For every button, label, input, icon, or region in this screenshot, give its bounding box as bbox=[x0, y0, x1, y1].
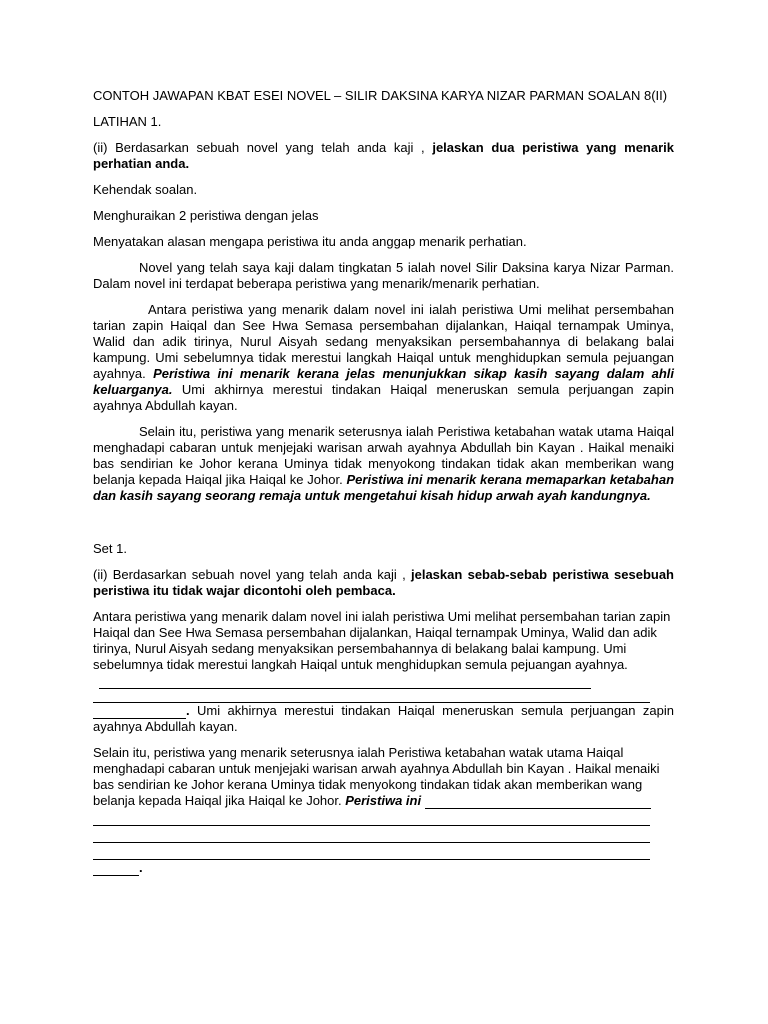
paragraph-text: Antara peristiwa yang menarik dalam novel ini ialah peristiwa Umi melihat persembahan tarian zapin Haiqal dan See Hwa Semasa persembahan dijalankan, Haiqal ternampak Uminya, Walid dan adik tirinya, Nurul Aisyah sedang menyaksikan persembahannya di belakang balai kampung. Umi sebelumnya tidak merestui langkah Haiqal untuk menghidupkan semula pejuangan ayahnya. bbox=[93, 609, 671, 672]
kehendak-heading: Kehendak soalan. bbox=[93, 182, 198, 197]
answer-blank[interactable] bbox=[93, 862, 139, 876]
blank-period: . bbox=[139, 860, 143, 875]
paragraph-emphasis: Peristiwa ini bbox=[345, 793, 422, 808]
paragraph-text: Antara peristiwa yang menarik dalam novel ini ialah peristiwa Umi melihat persembahan tarian zapin Haiqal dan See Hwa Semasa persembahan dijalankan, Haiqal ternampak Uminya, Walid dan adik tirinya, Nurul Aisyah sedang menyaksikan persembahannya di belakang balai kampung. Umi sebelumnya tidak merestui langkah Haiqal untuk menghidupkan semula pejuangan ayahnya. bbox=[93, 302, 674, 381]
paragraph-text-end: Umi akhirnya merestui tindakan Haiqal meneruskan semula perjuangan zapin ayahnya Abdullah kayan. bbox=[93, 703, 674, 734]
answer-blank-line[interactable] bbox=[93, 846, 650, 860]
question-prefix: (ii) Berdasarkan sebuah novel yang telah anda kaji , bbox=[93, 140, 433, 155]
latihan-paragraph-2 bbox=[93, 424, 674, 504]
document-title: CONTOH JAWAPAN KBAT ESEI NOVEL – SILIR DAKSINA KARYA NIZAR PARMAN SOALAN 8(II) bbox=[93, 88, 668, 103]
requirement-point-1: Menghuraikan 2 peristiwa dengan jelas bbox=[93, 208, 319, 223]
question-bold: jelaskan sebab-sebab peristiwa sesebuah peristiwa itu tidak wajar dicontohi oleh pembaca. bbox=[93, 567, 674, 598]
question-bold: jelaskan dua peristiwa yang menarik perhatian anda. bbox=[93, 140, 674, 171]
latihan-question bbox=[93, 140, 674, 172]
answer-blank-line[interactable] bbox=[93, 829, 650, 843]
paragraph-emphasis: Peristiwa ini menarik kerana memaparkan ketabahan dan kasih sayang seorang remaja untuk mengetahui kisah hidup arwah ayah kandungnya. bbox=[93, 472, 675, 503]
requirement-point-2: Menyatakan alasan mengapa peristiwa itu anda anggap menarik perhatian. bbox=[93, 234, 527, 249]
exercise-heading: LATIHAN 1. bbox=[93, 114, 162, 129]
answer-blank-line[interactable] bbox=[93, 812, 650, 826]
answer-blank-line[interactable] bbox=[93, 689, 650, 703]
latihan-paragraph-1 bbox=[93, 302, 674, 414]
answer-blank[interactable] bbox=[425, 795, 651, 809]
question-prefix: (ii) Berdasarkan sebuah novel yang telah anda kaji , bbox=[93, 567, 411, 582]
set-heading: Set 1. bbox=[93, 541, 127, 556]
paragraph-text: Selain itu, peristiwa yang menarik seterusnya ialah Peristiwa ketabahan watak utama Haiqal menghadapi cabaran untuk menjejaki warisan arwah ayahnya Abdullah bin Kayan . Haikal menaiki bas sendirian ke Johor kerana Uminya tidak menyokong tindakan tidak akan memberikan wang belanja kepada Haiqal jika Haiqal ke Johor. bbox=[93, 424, 674, 487]
paragraph-emphasis: Peristiwa ini menarik kerana jelas menunjukkan sikap kasih sayang dalam ahli keluarganya. bbox=[93, 366, 674, 397]
paragraph-body: Selain itu, peristiwa yang menarik seterusnya ialah Peristiwa ketabahan watak utama Haiqal menghadapi cabaran untuk menjejaki warisan arwah ayahnya Abdullah bin Kayan . Haikal menaiki bas sendirian ke Johor kerana Uminya tidak menyokong tindakan tidak akan memberikan wang belanja kepada Haiqal jika Haiqal ke Johor. bbox=[93, 745, 660, 808]
paragraph-text-end: Umi akhirnya merestui tindakan Haiqal meneruskan semula perjuangan zapin ayahnya Abdullah kayan. bbox=[93, 382, 674, 413]
paragraph-closing bbox=[93, 860, 674, 876]
set-paragraph-1 bbox=[93, 609, 674, 735]
paragraph-continuation bbox=[93, 703, 674, 735]
set-paragraph-2 bbox=[93, 745, 674, 876]
answer-blank[interactable] bbox=[99, 675, 591, 689]
intro-paragraph: Novel yang telah saya kaji dalam tingkatan 5 ialah novel Silir Daksina karya Nizar Parman. Dalam novel ini terdapat beberapa peristiwa yang menarik/menarik perhatian. bbox=[93, 260, 674, 291]
answer-blank[interactable] bbox=[93, 705, 186, 719]
blank-period: . bbox=[186, 703, 190, 718]
set-question bbox=[93, 567, 674, 599]
